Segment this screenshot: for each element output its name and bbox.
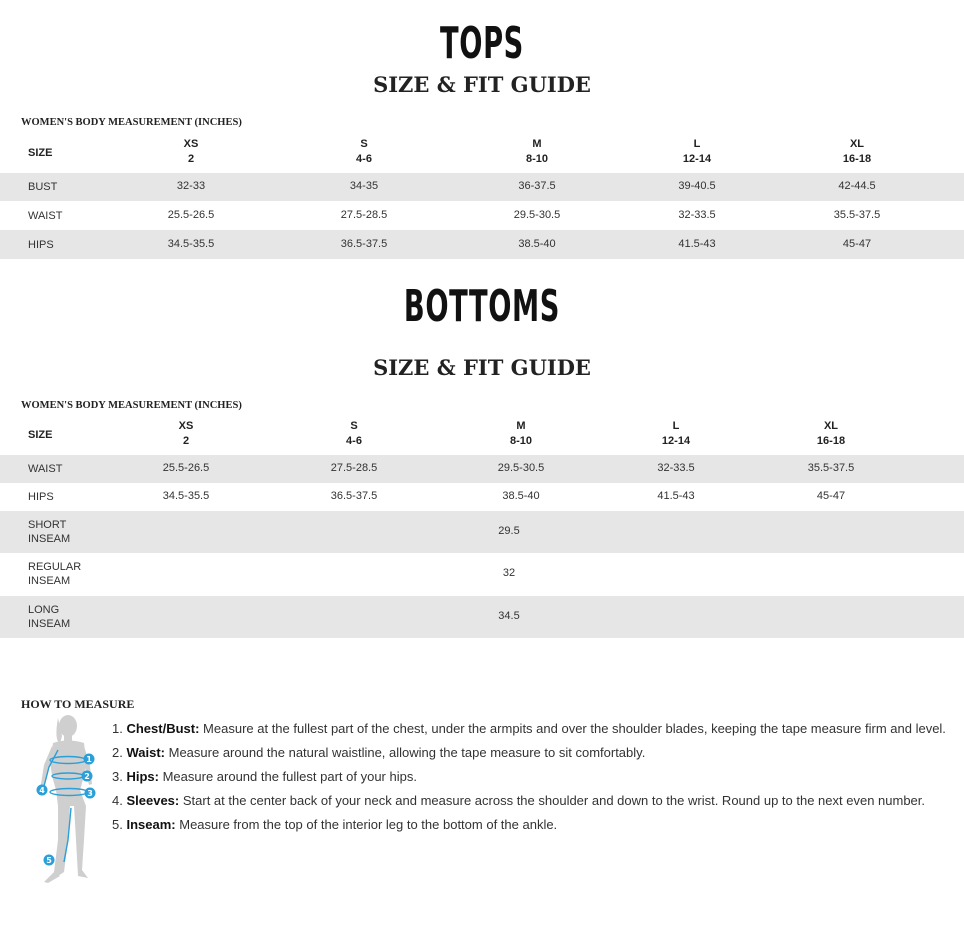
size-name: L bbox=[672, 420, 680, 432]
table-cell: 41.5-43 bbox=[657, 490, 695, 502]
tops-header-row bbox=[0, 136, 964, 172]
table-cell: 45-47 bbox=[842, 238, 872, 250]
bottoms-subheading: SIZE & FIT GUIDE bbox=[373, 355, 591, 380]
size-number: 12-14 bbox=[682, 153, 712, 165]
instruction-chest-bust bbox=[112, 717, 946, 741]
table-cell: 27.5-28.5 bbox=[330, 462, 378, 474]
bottoms-row-waist bbox=[0, 455, 964, 483]
table-cell: 41.5-43 bbox=[678, 238, 716, 250]
table-cell: 38.5-40 bbox=[502, 490, 540, 502]
tops-row-waist bbox=[0, 201, 964, 230]
tops-size-xl bbox=[797, 137, 917, 167]
bottoms-size-s bbox=[294, 419, 414, 449]
marker-2: 2 bbox=[84, 772, 90, 781]
inseam-value: 34.5 bbox=[498, 610, 520, 622]
size-number: 2 bbox=[182, 435, 190, 447]
size-name: XS bbox=[183, 138, 199, 150]
row-label: WAIST bbox=[28, 210, 63, 222]
instruction-waist bbox=[112, 741, 946, 765]
marker-3: 3 bbox=[87, 789, 93, 798]
tops-size-m bbox=[477, 137, 597, 167]
bottoms-heading: BOTTOMS bbox=[403, 281, 561, 332]
tops-row-bust bbox=[0, 173, 964, 201]
step-term: Sleeves: bbox=[126, 793, 180, 808]
size-name: L bbox=[693, 138, 701, 150]
bottoms-row-long-inseam bbox=[0, 596, 964, 638]
table-cell: 32-33 bbox=[176, 180, 206, 192]
size-number: 4-6 bbox=[356, 153, 372, 165]
tops-size-xs bbox=[131, 137, 251, 167]
inseam-value: 32 bbox=[502, 567, 516, 579]
size-number: 2 bbox=[187, 153, 195, 165]
table-cell: 34-35 bbox=[349, 180, 379, 192]
step-term: Waist: bbox=[126, 745, 165, 760]
row-label: HIPS bbox=[28, 239, 54, 251]
row-label: HIPS bbox=[28, 491, 54, 503]
step-number: 3. bbox=[112, 769, 123, 784]
step-text: Measure around the natural waistline, allowing the tape measure to sit comfortably. bbox=[168, 745, 646, 760]
bottoms-size-xs bbox=[126, 419, 246, 449]
instruction-hips bbox=[112, 765, 946, 789]
instruction-sleeves bbox=[112, 789, 946, 813]
size-name: XL bbox=[849, 138, 865, 150]
row-label bbox=[28, 518, 70, 546]
step-term: Hips: bbox=[126, 769, 159, 784]
table-cell: 36.5-37.5 bbox=[330, 490, 378, 502]
size-name: XL bbox=[823, 420, 839, 432]
bottoms-size-label: SIZE bbox=[28, 429, 53, 441]
step-number: 1. bbox=[112, 721, 123, 736]
size-number: 12-14 bbox=[661, 435, 691, 447]
tops-size-label: SIZE bbox=[28, 147, 53, 159]
size-number: 8-10 bbox=[525, 153, 549, 165]
how-to-measure-title: HOW TO MEASURE bbox=[21, 697, 135, 711]
row-label-line: SHORT bbox=[28, 519, 67, 531]
row-label-line: REGULAR bbox=[28, 561, 82, 573]
size-number: 8-10 bbox=[509, 435, 533, 447]
row-label-line: INSEAM bbox=[28, 618, 71, 630]
bottoms-size-l bbox=[616, 419, 736, 449]
step-number: 2. bbox=[112, 745, 123, 760]
measurement-instructions bbox=[112, 717, 946, 837]
table-cell: 25.5-26.5 bbox=[162, 462, 210, 474]
tops-caption: WOMEN'S BODY MEASUREMENT (INCHES) bbox=[21, 117, 242, 128]
row-label-line: LONG bbox=[28, 604, 60, 616]
table-cell: 32-33.5 bbox=[678, 209, 716, 221]
row-label-line: INSEAM bbox=[28, 533, 71, 545]
step-number: 5. bbox=[112, 817, 123, 832]
size-name: M bbox=[516, 420, 526, 432]
step-term: Inseam: bbox=[126, 817, 176, 832]
table-cell: 27.5-28.5 bbox=[340, 209, 388, 221]
table-cell: 29.5-30.5 bbox=[497, 462, 545, 474]
table-cell: 32-33.5 bbox=[657, 462, 695, 474]
bottoms-row-short-inseam bbox=[0, 511, 964, 553]
table-cell: 34.5-35.5 bbox=[167, 238, 215, 250]
tops-size-s bbox=[304, 137, 424, 167]
bottoms-header-row bbox=[0, 418, 964, 454]
size-name: M bbox=[532, 138, 542, 150]
step-text: Measure from the top of the interior leg to the bottom of the ankle. bbox=[179, 817, 558, 832]
step-text: Measure at the fullest part of the chest, under the armpits and over the shoulder blades, keeping the tape measure firm and level. bbox=[203, 721, 946, 736]
step-term: Chest/Bust: bbox=[126, 721, 200, 736]
table-cell: 35.5-37.5 bbox=[833, 209, 881, 221]
table-cell: 25.5-26.5 bbox=[167, 209, 215, 221]
bottoms-size-xl bbox=[771, 419, 891, 449]
row-label-line: INSEAM bbox=[28, 575, 71, 587]
row-label: WAIST bbox=[28, 463, 63, 475]
row-label: BUST bbox=[28, 181, 58, 193]
instruction-inseam bbox=[112, 813, 946, 837]
table-cell: 34.5-35.5 bbox=[162, 490, 210, 502]
marker-5: 5 bbox=[46, 856, 52, 865]
table-cell: 35.5-37.5 bbox=[807, 462, 855, 474]
tops-heading: TOPS bbox=[440, 18, 524, 69]
table-cell: 39-40.5 bbox=[678, 180, 716, 192]
bottoms-size-m bbox=[461, 419, 581, 449]
step-text: Measure around the fullest part of your hips. bbox=[162, 769, 417, 784]
tops-subheading: SIZE & FIT GUIDE bbox=[373, 72, 591, 97]
body-measurement-figure-icon bbox=[18, 710, 108, 895]
marker-4: 4 bbox=[39, 786, 45, 795]
tops-row-hips bbox=[0, 230, 964, 259]
inseam-value: 29.5 bbox=[498, 525, 520, 537]
table-cell: 29.5-30.5 bbox=[513, 209, 561, 221]
tops-size-l bbox=[637, 137, 757, 167]
size-number: 16-18 bbox=[842, 153, 872, 165]
bottoms-row-regular-inseam bbox=[0, 553, 964, 596]
table-cell: 38.5-40 bbox=[518, 238, 556, 250]
marker-1: 1 bbox=[86, 755, 92, 764]
bottoms-row-hips bbox=[0, 483, 964, 511]
step-text: Start at the center back of your neck and measure across the shoulder and down to the wrist. Round up to the next even number. bbox=[182, 793, 926, 808]
size-number: 4-6 bbox=[346, 435, 362, 447]
table-cell: 45-47 bbox=[816, 490, 846, 502]
size-number: 16-18 bbox=[816, 435, 846, 447]
row-label bbox=[28, 603, 70, 631]
step-number: 4. bbox=[112, 793, 123, 808]
size-name: S bbox=[350, 420, 358, 432]
row-label bbox=[28, 560, 81, 588]
table-cell: 36.5-37.5 bbox=[340, 238, 388, 250]
size-name: XS bbox=[178, 420, 194, 432]
table-cell: 36-37.5 bbox=[518, 180, 556, 192]
bottoms-caption: WOMEN'S BODY MEASUREMENT (INCHES) bbox=[21, 400, 242, 411]
table-cell: 42-44.5 bbox=[838, 180, 876, 192]
size-name: S bbox=[360, 138, 368, 150]
